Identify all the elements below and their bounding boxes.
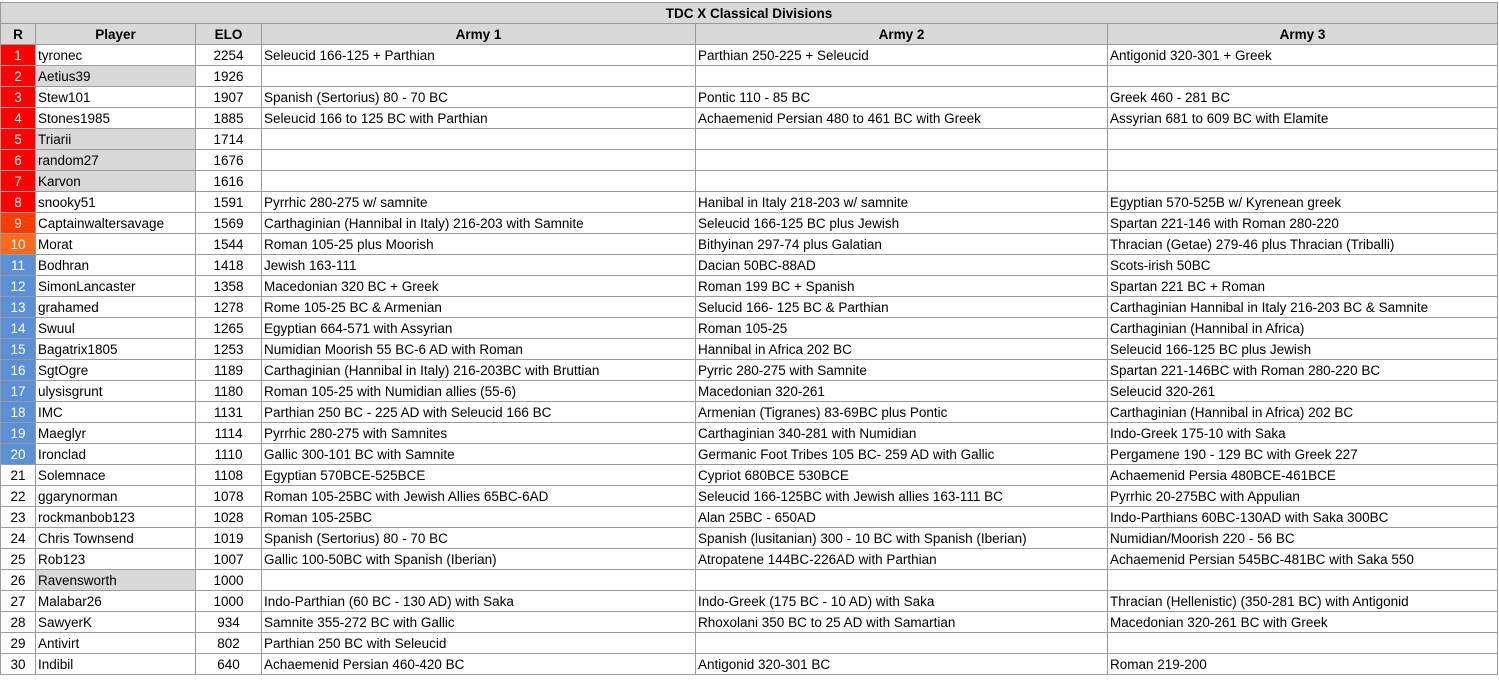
rank-cell[interactable]: 24	[1, 528, 36, 549]
army2-cell[interactable]: Antigonid 320-301 BC	[696, 654, 1108, 675]
army2-cell[interactable]: Spanish (lusitanian) 300 - 10 BC with Spanish (Iberian)	[696, 528, 1108, 549]
rank-cell[interactable]: 27	[1, 591, 36, 612]
army2-cell[interactable]: Hanibal in Italy 218-203 w/ samnite	[696, 192, 1108, 213]
army1-cell[interactable]: Indo-Parthian (60 BC - 130 AD) with Saka	[262, 591, 696, 612]
table-row	[1, 339, 1498, 360]
table-row	[1, 234, 1498, 255]
elo-cell[interactable]: 1278	[196, 297, 262, 318]
player-cell[interactable]: Karvon	[36, 171, 196, 192]
army3-cell[interactable]: Thracian (Hellenistic) (350-281 BC) with Antigonid	[1108, 591, 1498, 612]
rank-cell[interactable]: 13	[1, 297, 36, 318]
table-row	[1, 633, 1498, 654]
player-cell[interactable]: tyronec	[36, 45, 196, 66]
army3-cell[interactable]: Numidian/Moorish 220 - 56 BC	[1108, 528, 1498, 549]
army2-cell[interactable]: Seleucid 166-125BC with Jewish allies 163-111 BC	[696, 486, 1108, 507]
army3-cell[interactable]: Indo-Parthians 60BC-130AD with Saka 300BC	[1108, 507, 1498, 528]
elo-cell[interactable]: 1000	[196, 591, 262, 612]
player-cell[interactable]: random27	[36, 150, 196, 171]
elo-cell[interactable]: 1885	[196, 108, 262, 129]
army3-cell[interactable]: Assyrian 681 to 609 BC with Elamite	[1108, 108, 1498, 129]
table-row	[1, 45, 1498, 66]
rank-cell[interactable]: 1	[1, 45, 36, 66]
army3-cell[interactable]	[1108, 129, 1498, 150]
player-header: Player	[36, 24, 196, 45]
army2-cell[interactable]: Pontic 110 - 85 BC	[696, 87, 1108, 108]
rank-cell[interactable]: 25	[1, 549, 36, 570]
army3-cell[interactable]	[1108, 171, 1498, 192]
rank-header: R	[1, 24, 36, 45]
table-row	[1, 591, 1498, 612]
elo-cell[interactable]: 1028	[196, 507, 262, 528]
sheet-title: TDC X Classical Divisions	[1, 3, 1498, 24]
army2-cell[interactable]: Indo-Greek (175 BC - 10 AD) with Saka	[696, 591, 1108, 612]
army1-cell[interactable]	[262, 129, 696, 150]
rank-cell[interactable]: 8	[1, 192, 36, 213]
table-row	[1, 423, 1498, 444]
player-cell[interactable]: Stones1985	[36, 108, 196, 129]
army1-cell[interactable]: Numidian Moorish 55 BC-6 AD with Roman	[262, 339, 696, 360]
header-row	[1, 24, 1498, 45]
army3-cell[interactable]	[1108, 150, 1498, 171]
rank-cell[interactable]: 21	[1, 465, 36, 486]
table-row	[1, 549, 1498, 570]
army2-cell[interactable]: Germanic Foot Tribes 105 BC- 259 AD with Gallic	[696, 444, 1108, 465]
army2-cell[interactable]: Parthian 250-225 + Seleucid	[696, 45, 1108, 66]
table-row	[1, 654, 1498, 675]
army3-cell[interactable]	[1108, 66, 1498, 87]
army2-cell[interactable]: Alan 25BC - 650AD	[696, 507, 1108, 528]
elo-cell[interactable]: 2254	[196, 45, 262, 66]
elo-cell[interactable]: 640	[196, 654, 262, 675]
elo-cell[interactable]: 1926	[196, 66, 262, 87]
rank-cell[interactable]: 23	[1, 507, 36, 528]
army2-cell[interactable]: Roman 105-25	[696, 318, 1108, 339]
table-row	[1, 150, 1498, 171]
army2-cell[interactable]: Dacian 50BC-88AD	[696, 255, 1108, 276]
army1-cell[interactable]: Achaemenid Persian 460-420 BC	[262, 654, 696, 675]
army3-cell[interactable]: Achaemenid Persia 480BCE-461BCE	[1108, 465, 1498, 486]
player-cell[interactable]: Morat	[36, 234, 196, 255]
table-row	[1, 108, 1498, 129]
table-row	[1, 570, 1498, 591]
player-cell[interactable]: Antivirt	[36, 633, 196, 654]
army2-cell[interactable]: Armenian (Tigranes) 83-69BC plus Pontic	[696, 402, 1108, 423]
army1-cell[interactable]: Egyptian 664-571 with Assyrian	[262, 318, 696, 339]
elo-cell[interactable]: 1131	[196, 402, 262, 423]
army2-cell[interactable]: Atropatene 144BC-226AD with Parthian	[696, 549, 1108, 570]
player-cell[interactable]: ggarynorman	[36, 486, 196, 507]
army3-cell[interactable]: Achaemenid Persian 545BC-481BC with Saka 550	[1108, 549, 1498, 570]
army2-cell[interactable]	[696, 171, 1108, 192]
army3-header: Army 3	[1108, 24, 1498, 45]
elo-cell[interactable]: 1591	[196, 192, 262, 213]
army3-cell[interactable]: Seleucid 166-125 BC plus Jewish	[1108, 339, 1498, 360]
rank-cell[interactable]: 3	[1, 87, 36, 108]
player-cell[interactable]: Solemnace	[36, 465, 196, 486]
army1-cell[interactable]: Carthaginian (Hannibal in Italy) 216-203BC with Bruttian	[262, 360, 696, 381]
table-row	[1, 507, 1498, 528]
rank-cell[interactable]: 7	[1, 171, 36, 192]
player-cell[interactable]: Ironclad	[36, 444, 196, 465]
army1-cell[interactable]	[262, 171, 696, 192]
army1-cell[interactable]	[262, 66, 696, 87]
army2-cell[interactable]: Hannibal in Africa 202 BC	[696, 339, 1108, 360]
elo-cell[interactable]: 1265	[196, 318, 262, 339]
table-row	[1, 612, 1498, 633]
rank-cell[interactable]: 17	[1, 381, 36, 402]
player-cell[interactable]: Aetius39	[36, 66, 196, 87]
table-row	[1, 465, 1498, 486]
army1-cell[interactable]: Pyrrhic 280-275 with Samnites	[262, 423, 696, 444]
army1-cell[interactable]	[262, 570, 696, 591]
army3-cell[interactable]: Pyrrhic 20-275BC with Appulian	[1108, 486, 1498, 507]
elo-cell[interactable]: 1019	[196, 528, 262, 549]
elo-cell[interactable]: 1676	[196, 150, 262, 171]
army3-cell[interactable]	[1108, 633, 1498, 654]
rank-cell[interactable]: 4	[1, 108, 36, 129]
rank-cell[interactable]: 22	[1, 486, 36, 507]
elo-cell[interactable]: 1714	[196, 129, 262, 150]
army2-cell[interactable]	[696, 633, 1108, 654]
table-row	[1, 318, 1498, 339]
army2-cell[interactable]	[696, 150, 1108, 171]
table-row	[1, 171, 1498, 192]
army2-cell[interactable]	[696, 66, 1108, 87]
army3-cell[interactable]: Egyptian 570-525B w/ Kyrenean greek	[1108, 192, 1498, 213]
table-row	[1, 528, 1498, 549]
army2-cell[interactable]: Rhoxolani 350 BC to 25 AD with Samartian	[696, 612, 1108, 633]
army3-cell[interactable]: Spartan 221-146BC with Roman 280-220 BC	[1108, 360, 1498, 381]
army3-cell[interactable]: Carthaginian (Hannibal in Africa)	[1108, 318, 1498, 339]
table-row	[1, 129, 1498, 150]
rank-cell[interactable]: 26	[1, 570, 36, 591]
table-row	[1, 276, 1498, 297]
army1-cell[interactable]: Roman 105-25BC	[262, 507, 696, 528]
army1-cell[interactable]: Carthaginian (Hannibal in Italy) 216-203 with Samnite	[262, 213, 696, 234]
army1-cell[interactable]: Jewish 163-111	[262, 255, 696, 276]
elo-cell[interactable]: 1180	[196, 381, 262, 402]
elo-header: ELO	[196, 24, 262, 45]
army1-cell[interactable]	[262, 150, 696, 171]
army2-cell[interactable]: Carthaginian 340-281 with Numidian	[696, 423, 1108, 444]
army2-cell[interactable]: Selucid 166- 125 BC & Parthian	[696, 297, 1108, 318]
army1-cell[interactable]: Parthian 250 BC with Seleucid	[262, 633, 696, 654]
army3-cell[interactable]: Indo-Greek 175-10 with Saka	[1108, 423, 1498, 444]
elo-cell[interactable]: 1078	[196, 486, 262, 507]
player-cell[interactable]: Swuul	[36, 318, 196, 339]
table-row	[1, 213, 1498, 234]
player-cell[interactable]: IMC	[36, 402, 196, 423]
rank-cell[interactable]: 19	[1, 423, 36, 444]
rank-cell[interactable]: 6	[1, 150, 36, 171]
player-cell[interactable]: Captainwaltersavage	[36, 213, 196, 234]
army1-cell[interactable]: Roman 105-25BC with Jewish Allies 65BC-6AD	[262, 486, 696, 507]
army3-cell[interactable]: Seleucid 320-261	[1108, 381, 1498, 402]
army3-cell[interactable]: Spartan 221-146 with Roman 280-220	[1108, 213, 1498, 234]
table-row	[1, 486, 1498, 507]
army2-cell[interactable]: Bithyinan 297-74 plus Galatian	[696, 234, 1108, 255]
army3-cell[interactable]: Antigonid 320-301 + Greek	[1108, 45, 1498, 66]
table-row	[1, 192, 1498, 213]
army3-cell[interactable]: Pergamene 190 - 129 BC with Greek 227	[1108, 444, 1498, 465]
player-cell[interactable]: Maeglyr	[36, 423, 196, 444]
army3-cell[interactable]: Spartan 221 BC + Roman	[1108, 276, 1498, 297]
army3-cell[interactable]: Greek 460 - 281 BC	[1108, 87, 1498, 108]
army3-cell[interactable]: Roman 219-200	[1108, 654, 1498, 675]
player-cell[interactable]: Chris Townsend	[36, 528, 196, 549]
army1-cell[interactable]: Pyrrhic 280-275 w/ samnite	[262, 192, 696, 213]
player-cell[interactable]: snooky51	[36, 192, 196, 213]
elo-cell[interactable]: 1110	[196, 444, 262, 465]
rank-cell[interactable]: 2	[1, 66, 36, 87]
elo-cell[interactable]: 1000	[196, 570, 262, 591]
rank-cell[interactable]: 16	[1, 360, 36, 381]
army1-cell[interactable]: Spanish (Sertorius) 80 - 70 BC	[262, 528, 696, 549]
table-row	[1, 87, 1498, 108]
rank-cell[interactable]: 10	[1, 234, 36, 255]
rank-cell[interactable]: 12	[1, 276, 36, 297]
player-cell[interactable]: Stew101	[36, 87, 196, 108]
rank-cell[interactable]: 28	[1, 612, 36, 633]
player-cell[interactable]: SimonLancaster	[36, 276, 196, 297]
elo-cell[interactable]: 1418	[196, 255, 262, 276]
player-cell[interactable]: grahamed	[36, 297, 196, 318]
table-row	[1, 255, 1498, 276]
army1-cell[interactable]: Gallic 300-101 BC with Samnite	[262, 444, 696, 465]
army1-header: Army 1	[262, 24, 696, 45]
player-cell[interactable]: Malabar26	[36, 591, 196, 612]
elo-cell[interactable]: 1114	[196, 423, 262, 444]
rank-cell[interactable]: 20	[1, 444, 36, 465]
player-cell[interactable]: Indibil	[36, 654, 196, 675]
rank-cell[interactable]: 30	[1, 654, 36, 675]
player-cell[interactable]: SawyerK	[36, 612, 196, 633]
army1-cell[interactable]: Roman 105-25 plus Moorish	[262, 234, 696, 255]
elo-cell[interactable]: 1544	[196, 234, 262, 255]
army3-cell[interactable]: Carthaginian (Hannibal in Africa) 202 BC	[1108, 402, 1498, 423]
army1-cell[interactable]: Egyptian 570BCE-525BCE	[262, 465, 696, 486]
elo-cell[interactable]: 1907	[196, 87, 262, 108]
army1-cell[interactable]: Seleucid 166-125 + Parthian	[262, 45, 696, 66]
army3-cell[interactable]: Macedonian 320-261 BC with Greek	[1108, 612, 1498, 633]
player-cell[interactable]: Bodhran	[36, 255, 196, 276]
player-cell[interactable]: Ravensworth	[36, 570, 196, 591]
elo-cell[interactable]: 1189	[196, 360, 262, 381]
rank-cell[interactable]: 18	[1, 402, 36, 423]
army1-cell[interactable]: Rome 105-25 BC & Armenian	[262, 297, 696, 318]
army1-cell[interactable]: Gallic 100-50BC with Spanish (Iberian)	[262, 549, 696, 570]
player-cell[interactable]: Bagatrix1805	[36, 339, 196, 360]
army1-cell[interactable]: Samnite 355-272 BC with Gallic	[262, 612, 696, 633]
player-cell[interactable]: Triarii	[36, 129, 196, 150]
army3-cell[interactable]	[1108, 570, 1498, 591]
divisions-table	[0, 2, 1498, 675]
player-cell[interactable]: SgtOgre	[36, 360, 196, 381]
army1-cell[interactable]: Parthian 250 BC - 225 AD with Seleucid 166 BC	[262, 402, 696, 423]
army2-cell[interactable]: Roman 199 BC + Spanish	[696, 276, 1108, 297]
army2-cell[interactable]: Macedonian 320-261	[696, 381, 1108, 402]
army3-cell[interactable]: Thracian (Getae) 279-46 plus Thracian (Triballi)	[1108, 234, 1498, 255]
rank-cell[interactable]: 29	[1, 633, 36, 654]
elo-cell[interactable]: 1616	[196, 171, 262, 192]
player-cell[interactable]: Rob123	[36, 549, 196, 570]
rank-cell[interactable]: 14	[1, 318, 36, 339]
elo-cell[interactable]: 934	[196, 612, 262, 633]
army1-cell[interactable]: Spanish (Sertorius) 80 - 70 BC	[262, 87, 696, 108]
rank-cell[interactable]: 5	[1, 129, 36, 150]
elo-cell[interactable]: 1253	[196, 339, 262, 360]
army2-cell[interactable]: Achaemenid Persian 480 to 461 BC with Greek	[696, 108, 1108, 129]
elo-cell[interactable]: 1569	[196, 213, 262, 234]
table-row	[1, 444, 1498, 465]
player-cell[interactable]: rockmanbob123	[36, 507, 196, 528]
army2-cell[interactable]: Seleucid 166-125 BC plus Jewish	[696, 213, 1108, 234]
elo-cell[interactable]: 802	[196, 633, 262, 654]
player-cell[interactable]: ulysisgrunt	[36, 381, 196, 402]
army2-cell[interactable]: Pyrric 280-275 with Samnite	[696, 360, 1108, 381]
army2-cell[interactable]	[696, 570, 1108, 591]
army1-cell[interactable]: Roman 105-25 with Numidian allies (55-6)	[262, 381, 696, 402]
elo-cell[interactable]: 1358	[196, 276, 262, 297]
elo-cell[interactable]: 1007	[196, 549, 262, 570]
rank-cell[interactable]: 15	[1, 339, 36, 360]
army2-cell[interactable]: Cypriot 680BCE 530BCE	[696, 465, 1108, 486]
army1-cell[interactable]: Macedonian 320 BC + Greek	[262, 276, 696, 297]
rank-cell[interactable]: 9	[1, 213, 36, 234]
army2-cell[interactable]	[696, 129, 1108, 150]
army3-cell[interactable]: Carthaginian Hannibal in Italy 216-203 BC & Samnite	[1108, 297, 1498, 318]
table-row	[1, 297, 1498, 318]
table-row	[1, 402, 1498, 423]
table-row	[1, 66, 1498, 87]
army2-header: Army 2	[696, 24, 1108, 45]
army1-cell[interactable]: Seleucid 166 to 125 BC with Parthian	[262, 108, 696, 129]
table-row	[1, 381, 1498, 402]
table-row	[1, 360, 1498, 381]
rank-cell[interactable]: 11	[1, 255, 36, 276]
army3-cell[interactable]: Scots-irish 50BC	[1108, 255, 1498, 276]
elo-cell[interactable]: 1108	[196, 465, 262, 486]
